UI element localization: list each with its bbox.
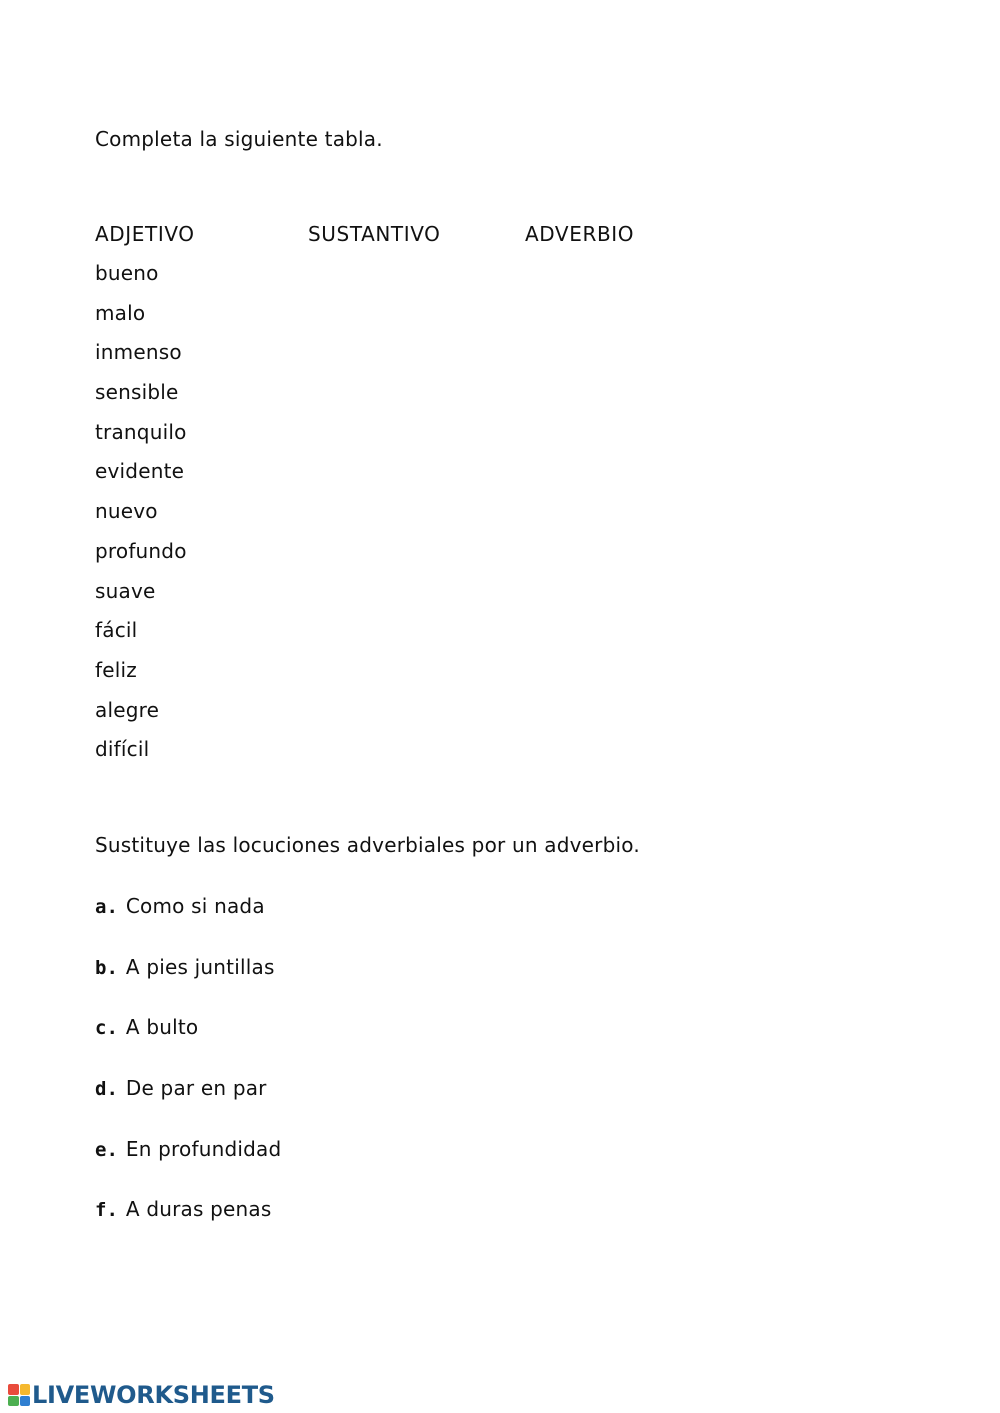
adjective-row: evidente bbox=[95, 459, 185, 484]
locution-text: De par en par bbox=[125, 1076, 267, 1101]
locution-letter: e. bbox=[95, 1138, 118, 1161]
adjective-row: nuevo bbox=[95, 499, 158, 524]
instruction-substitute-locutions: Sustituye las locuciones adverbiales por un adverbio. bbox=[95, 833, 640, 857]
adjective-row: difícil bbox=[95, 737, 150, 762]
footer-logo[interactable] bbox=[8, 1381, 275, 1409]
locution-letter: f. bbox=[95, 1199, 118, 1222]
adjective-row: suave bbox=[95, 578, 156, 603]
locution-text: A pies juntillas bbox=[125, 954, 275, 979]
adjective-list bbox=[95, 261, 187, 777]
locution-letter: c. bbox=[95, 1017, 118, 1040]
locution-list bbox=[95, 894, 281, 1258]
locution-letter: d. bbox=[95, 1078, 118, 1101]
adjective-row: fácil bbox=[95, 618, 138, 643]
locution-text: Como si nada bbox=[125, 894, 265, 918]
adjective-row: tranquilo bbox=[95, 419, 187, 444]
liveworksheets-logo-icon bbox=[8, 1384, 30, 1406]
locution-letter: a. bbox=[95, 896, 118, 918]
adjective-row: malo bbox=[95, 300, 146, 325]
locution-item bbox=[95, 1076, 281, 1137]
footer-brand-text: LIVEWORKSHEETS bbox=[32, 1381, 275, 1409]
locution-item bbox=[95, 1137, 281, 1198]
table-header-sustantivo: SUSTANTIVO bbox=[308, 222, 441, 246]
adjective-row: alegre bbox=[95, 697, 160, 722]
instruction-complete-table: Completa la siguiente tabla. bbox=[95, 127, 383, 151]
adjective-row: inmenso bbox=[95, 340, 182, 365]
adjective-row: feliz bbox=[95, 657, 137, 682]
locution-item bbox=[95, 955, 281, 1016]
locution-text: En profundidad bbox=[125, 1136, 282, 1161]
adjective-row: profundo bbox=[95, 538, 187, 563]
table-header-adverbio: ADVERBIO bbox=[525, 222, 635, 246]
adjective-row: bueno bbox=[95, 261, 159, 285]
table-header-adjetivo: ADJETIVO bbox=[95, 222, 195, 246]
adjective-row: sensible bbox=[95, 380, 179, 405]
locution-item bbox=[95, 894, 281, 955]
locution-text: A bulto bbox=[125, 1015, 199, 1040]
locution-text: A duras penas bbox=[125, 1197, 272, 1222]
locution-item bbox=[95, 1197, 281, 1258]
locution-letter: b. bbox=[95, 956, 118, 979]
locution-item bbox=[95, 1015, 281, 1076]
